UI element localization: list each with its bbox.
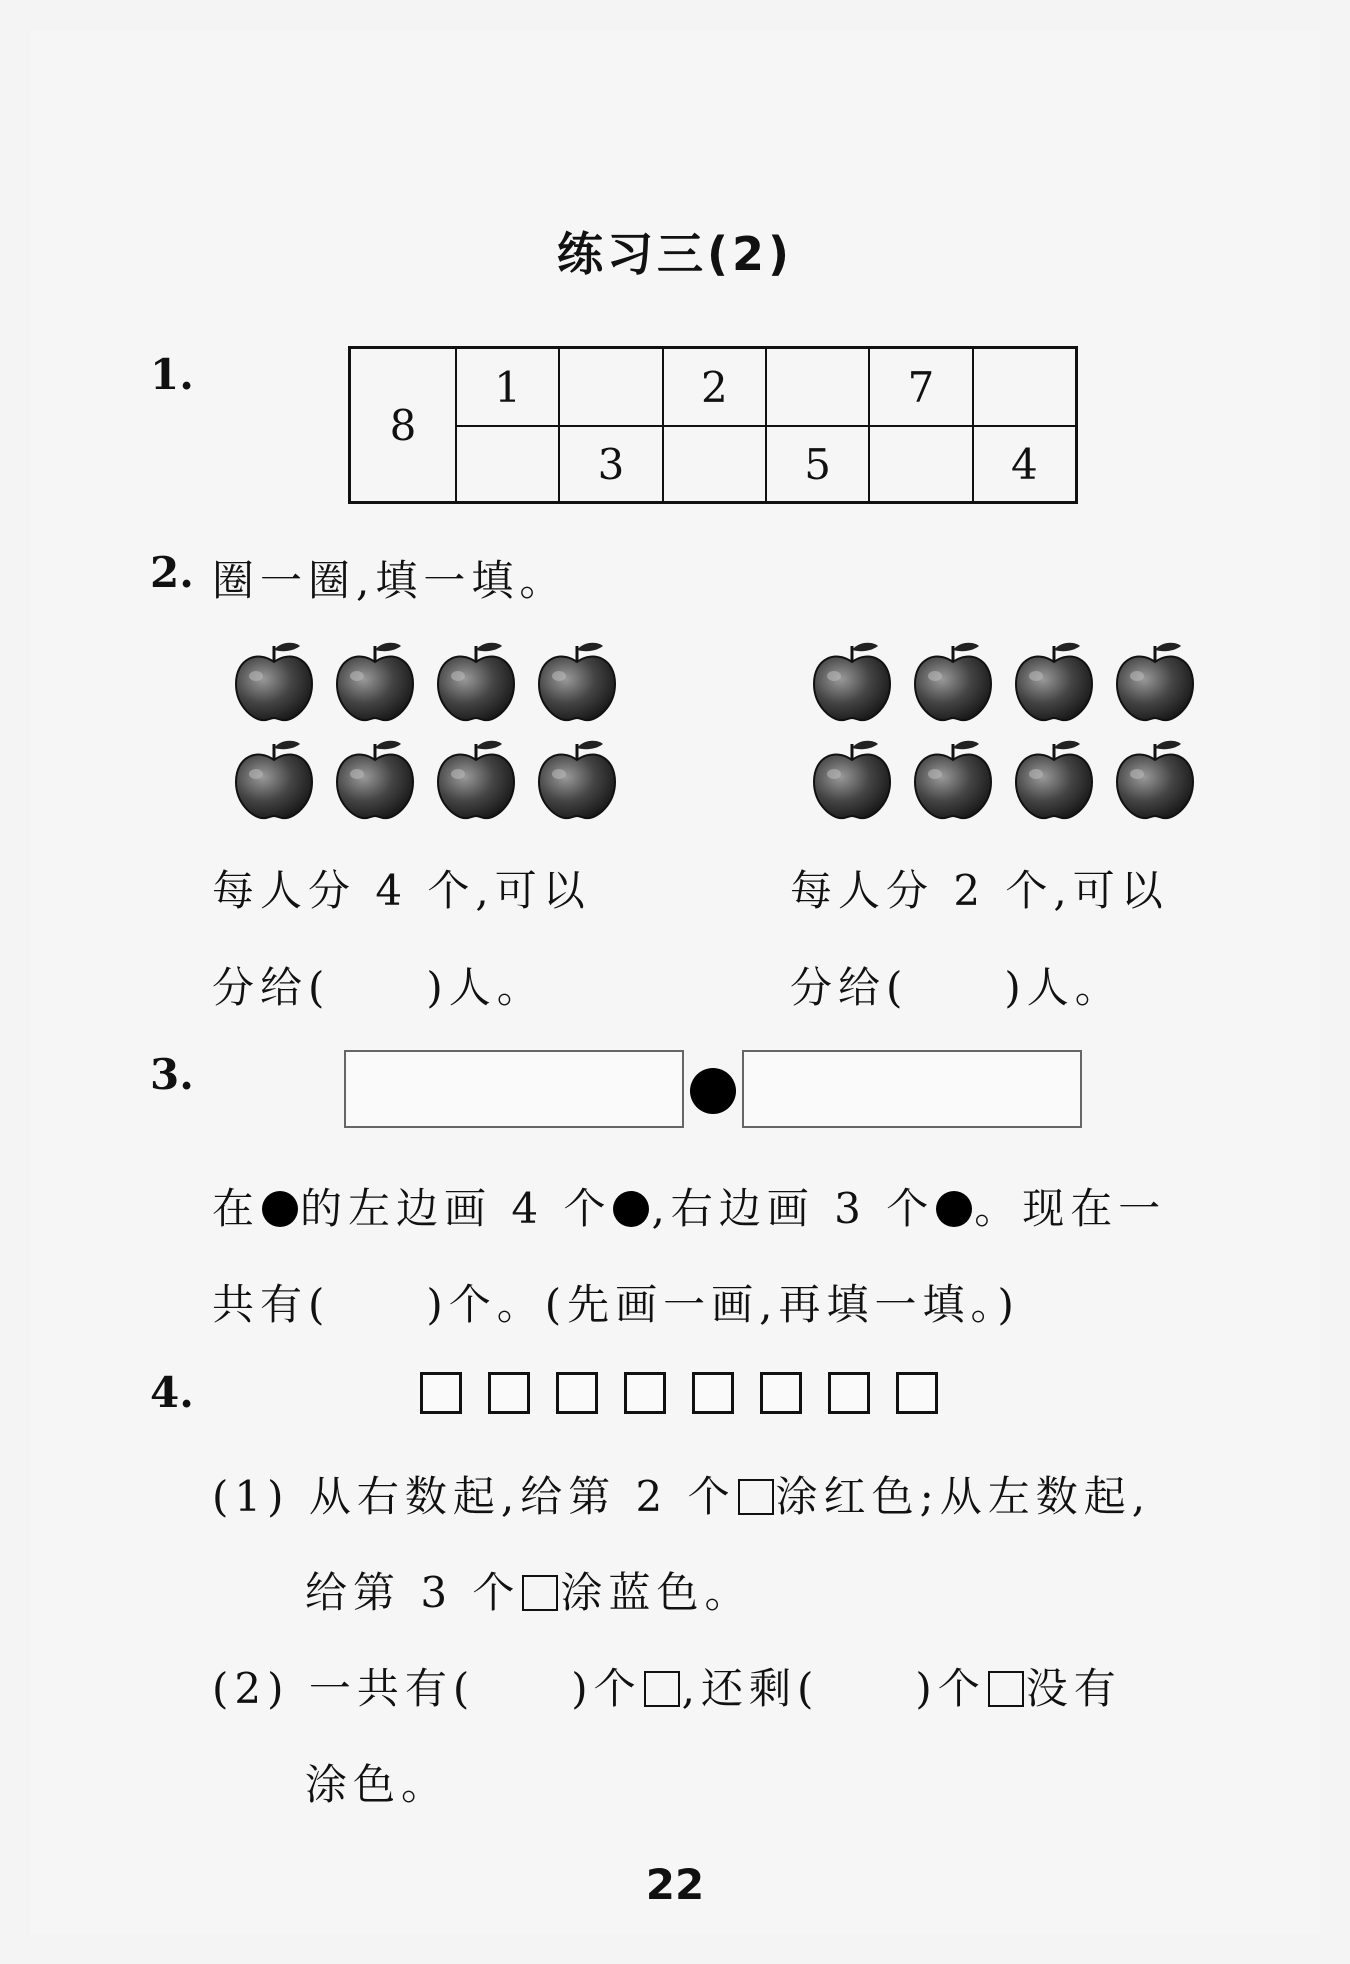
question-2-instruction: 圈一圈,填一填。 (212, 556, 568, 605)
apple-icon (806, 734, 898, 826)
top-cell[interactable] (765, 349, 868, 425)
q3-text-b: 的左边画 4 个 (300, 1184, 612, 1233)
question-1-number: 1. (150, 350, 194, 399)
top-cell[interactable]: 1 (455, 349, 558, 425)
top-cell[interactable] (558, 349, 661, 425)
q4-p1-c: 给第 3 个 (305, 1568, 521, 1617)
question-4-number: 4. (150, 1368, 194, 1417)
left-answer-line[interactable]: 分给( )人。 (212, 963, 545, 1012)
colorable-square[interactable] (624, 1372, 666, 1414)
apple-icon (1008, 636, 1100, 728)
apple-group-right[interactable] (806, 636, 1210, 832)
q3-text-a: 在 (212, 1184, 261, 1233)
dot-icon (936, 1191, 972, 1227)
top-cell[interactable]: 2 (662, 349, 765, 425)
apple-icon (329, 734, 421, 826)
apple-icon (1008, 734, 1100, 826)
colorable-square[interactable] (488, 1372, 530, 1414)
apple-icon (806, 636, 898, 728)
apple-icon (329, 636, 421, 728)
colorable-square[interactable] (692, 1372, 734, 1414)
q4-p1-a: (1) 从右数起,给第 2 个 (212, 1472, 736, 1521)
square-icon (522, 1575, 558, 1611)
q4-p1-d: 涂蓝色。 (560, 1568, 753, 1617)
apple-icon (430, 734, 522, 826)
question-4-part-2-line-1[interactable] (212, 1656, 1122, 1716)
apple-group-left[interactable] (228, 636, 632, 832)
square-icon (738, 1479, 774, 1515)
apple-icon (531, 734, 623, 826)
question-4-part-1-line-1 (212, 1464, 1151, 1524)
top-cell[interactable] (972, 349, 1075, 425)
number-split-table (348, 346, 1078, 504)
question-4-part-2-line-2: 涂色。 (305, 1760, 450, 1809)
q4-p2-b: ,还剩( )个 (681, 1664, 986, 1713)
colorable-square[interactable] (760, 1372, 802, 1414)
q3-text-c: ,右边画 3 个 (651, 1184, 935, 1233)
dot-icon (262, 1191, 298, 1227)
colorable-square[interactable] (828, 1372, 870, 1414)
right-drawing-box[interactable] (742, 1050, 1082, 1128)
apple-icon (531, 636, 623, 728)
center-black-dot (690, 1068, 736, 1114)
colorable-square[interactable] (896, 1372, 938, 1414)
apple-icon (1109, 734, 1201, 826)
apple-icon (1109, 636, 1201, 728)
square-icon (988, 1671, 1024, 1707)
square-row (420, 1372, 938, 1414)
question-2-number: 2. (150, 548, 194, 597)
question-3-line-1 (212, 1176, 1166, 1236)
colorable-square[interactable] (556, 1372, 598, 1414)
page-number: 22 (645, 1860, 705, 1909)
question-3-number: 3. (150, 1050, 194, 1099)
apple-icon (907, 734, 999, 826)
bottom-cell[interactable]: 5 (765, 425, 868, 501)
apple-icon (228, 636, 320, 728)
q4-p2-c: 没有 (1025, 1664, 1122, 1713)
top-cell[interactable]: 7 (868, 349, 971, 425)
page-title: 练习三(2) (556, 227, 794, 281)
dot-icon (613, 1191, 649, 1227)
colorable-square[interactable] (420, 1372, 462, 1414)
right-answer-line[interactable]: 分给( )人。 (790, 963, 1123, 1012)
question-3-line-2[interactable]: 共有( )个。(先画一画,再填一填。) (212, 1280, 1020, 1329)
bottom-cell[interactable] (662, 425, 765, 501)
left-share-text: 每人分 4 个,可以 (212, 866, 591, 915)
q3-text-d: 。现在一 (974, 1184, 1167, 1233)
question-4-part-1-line-2 (305, 1560, 752, 1620)
total-cell: 8 (389, 400, 417, 450)
square-icon (644, 1671, 680, 1707)
apple-icon (228, 734, 320, 826)
bottom-cell[interactable]: 3 (558, 425, 661, 501)
bottom-cell[interactable] (455, 425, 558, 501)
right-share-text: 每人分 2 个,可以 (790, 866, 1169, 915)
q4-p2-a: (2) 一共有( )个 (212, 1664, 642, 1713)
apple-icon (430, 636, 522, 728)
left-drawing-box[interactable] (344, 1050, 684, 1128)
bottom-cell[interactable]: 4 (972, 425, 1075, 501)
apple-icon (907, 636, 999, 728)
q4-p1-b: 涂红色;从左数起, (775, 1472, 1152, 1521)
bottom-cell[interactable] (868, 425, 971, 501)
